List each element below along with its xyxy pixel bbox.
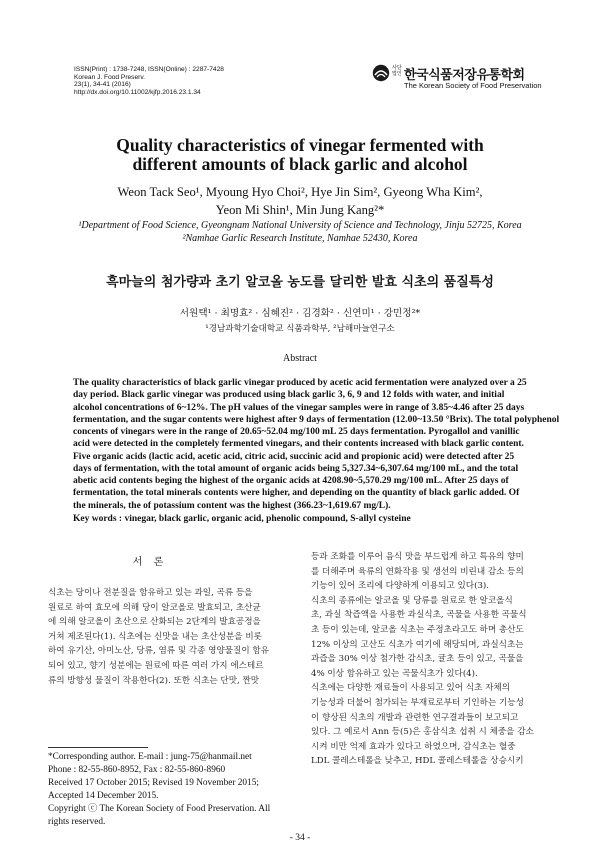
right-column-text: [311, 550, 556, 769]
society-small-label: 사단 법인: [392, 65, 402, 77]
journal-name: Korean J. Food Preserv.: [74, 73, 145, 81]
society-name-en: The Korean Society of Food Preservation: [404, 81, 542, 90]
body-line: 초, 과실 착즙액을 사용한 과실식초, 곡물을 사용한 곡물식: [311, 610, 527, 621]
journal-meta: [74, 66, 294, 96]
body-line: LDL 콜레스테롤을 낮추고, HDL 콜레스테롤을 상승시키: [311, 756, 524, 767]
body-line: 12% 이상의 고산도 식초가 여기에 해당되며, 과실식초는: [311, 639, 524, 650]
paper-title-line: Quality characteristics of vinegar fermented with: [116, 135, 484, 155]
body-line: 기능이 있어 조리에 다양하게 이용되고 있다(3).: [311, 581, 489, 592]
footnote-line: Copyright ⓒ The Korean Society of Food Preservation. All: [48, 804, 271, 814]
footnote-line: rights reserved.: [48, 817, 106, 827]
abstract-heading: Abstract: [283, 353, 317, 364]
society-logo: [372, 64, 552, 94]
author-line: Yeon Mi Shin¹, Min Jung Kang²*: [215, 202, 385, 217]
footnote: [48, 751, 300, 829]
abstract-line: days of fermentation, with the total amount of organic acids being 5,327.34~6,307.64 mg/100 mL, and the total: [73, 463, 519, 474]
keywords: Key words : vinegar, black garlic, organic acid, phenolic compound, S-allyl cysteine: [73, 514, 411, 524]
left-column-text: [48, 586, 300, 688]
body-line: 시켜 비만 억제 효과가 있다고 하였으며, 감식초는 혈중: [311, 741, 516, 752]
body-line: 4% 이상 함유하고 있는 곡물식초가 있다(4).: [311, 668, 478, 679]
society-emblem-icon: [372, 64, 390, 82]
body-line: 과즙을 30% 이상 첨가한 감식초, 귤초 등이 있고, 곡물을: [311, 654, 524, 665]
abstract-line: acid were detected in the completely fermented vinegars, and their contents increased with black garlic content.: [73, 439, 524, 450]
affiliation-line: ²Namhae Garlic Research Institute, Namhae 52430, Korea: [182, 232, 418, 244]
footnote-line: *Corresponding author. E-mail : jung-75@hanmail.net: [48, 752, 252, 762]
body-line: 에 의해 알코올이 초산으로 산화되는 2단계의 발효공정을: [48, 617, 261, 628]
abstract-line: fermentation, and the sugar contents were highest after 9 days of fermentation (12.00~13.50 °Brix). The total polyphenol: [73, 414, 560, 425]
footnote-line: Received 17 October 2015; Revised 19 November 2015;: [48, 778, 259, 788]
body-line: 식초에는 다양한 재료들이 사용되고 있어 식초 자체의: [311, 683, 511, 694]
journal-volume: 23(1), 34-41 (2016): [74, 81, 131, 89]
body-line: 식초의 종류에는 알코올 및 당류를 원료로 한 알코올식: [311, 595, 513, 606]
body-line: 거쳐 제조된다(1). 식초에는 신맛을 내는 초산성분을 비롯: [48, 631, 262, 642]
society-name-ko: 한국식품저장유통학회: [404, 68, 525, 83]
abstract-line: concents of vinegars were in the range of 20.65~52.04 mg/100 mL 25 days fermentation. Pyrogallol and vanillic: [73, 427, 520, 437]
footnote-divider: [48, 747, 148, 748]
abstract-line: alcohol concentrations of 6~12%. The pH values of the vinegar samples were in range of 3.85~4.46 after 25 days: [73, 402, 525, 413]
footnote-line: Accepted 14 December 2015.: [48, 791, 159, 801]
body-line: 초 등이 있는데, 알코올 식초는 주정초라고도 하며 총산도: [311, 624, 524, 635]
affiliation-line: ¹Department of Food Science, Gyeongnam National University of Science and Technology, Jinju 52725, Korea: [78, 220, 522, 231]
korean-title: 흑마늘의 첨가량과 초기 알코올 농도를 달리한 발효 식초의 품질특성: [106, 275, 494, 290]
abstract-line: day period. Black garlic vinegar was produced using black garlic 3, 6, 9 and 12 folds with water, and initial: [73, 390, 505, 401]
body-line: 하여 유기산, 아미노산, 당류, 염류 및 각종 영양물질이 함유: [48, 646, 269, 657]
journal-doi: http://dx.doi.org/10.11002/kjfp.2016.23.1.34: [74, 88, 201, 96]
footnote-line: Phone : 82-55-860-8952, Fax : 82-55-860-8960: [48, 765, 226, 775]
abstract-line: The quality characteristics of black garlic vinegar produced by acetic acid fermentation were analyzed over a 25: [73, 378, 527, 388]
journal-issn: ISSN(Print) : 1738-7248, ISSN(Online) : 2287-7428: [74, 66, 224, 73]
abstract-body: [73, 377, 560, 512]
body-line: 있다. 그 예로서 Ann 등(5)은 홍삼식초 섭취 시 체중을 감소: [311, 727, 534, 738]
paper-title-line: different amounts of black garlic and alcohol: [132, 154, 468, 174]
abstract-line: abetic acid contents beging the highest of the organic acids at 4208.90~5,570.29 mg/100 mL. After 25 days of: [73, 476, 509, 486]
author-list: [60, 184, 540, 219]
body-line: 식초는 당이나 전분질을 함유하고 있는 과일, 곡류 등을: [48, 588, 253, 598]
body-line: 기능성과 더불어 첨가되는 부재료로부터 기인하는 기능성: [311, 697, 524, 708]
body-line: 등과 조화를 이루어 음식 맛을 부드럽게 하고 특유의 향미: [311, 552, 524, 562]
body-line: 되어 있고, 향기 성분에는 원료에 따른 여러 가지 에스테르: [48, 660, 264, 671]
korean-authors: 서원택¹ · 최명효² · 심혜진² · 김경화² · 신연미¹ · 강민정²*: [179, 308, 421, 319]
body-line: 이 향상된 식초의 개발과 관련한 연구결과들이 보고되고: [311, 712, 519, 723]
body-line: 를 더해주며 육류의 연화작용 및 생선의 비린내 감소 등의: [311, 566, 524, 577]
abstract-line: Five organic acids (lactic acid, acetic acid, citric acid, succinic acid and propionic acid) were detected after 25: [73, 451, 515, 462]
korean-affiliation: ¹경남과학기술대학교 식품과학부, ²남해마늘연구소: [205, 324, 395, 334]
page-number: - 34 -: [289, 833, 311, 843]
abstract-line: the minerals, the of potassium content was the highest (366.23~1,619.67 mg/L).: [73, 500, 391, 511]
body-line: 원료로 하여 효모에 의해 당이 알코올로 발효되고, 초산균: [48, 602, 261, 613]
author-line: Weon Tack Seo¹, Myoung Hyo Choi², Hye Jin Sim², Gyeong Wha Kim²,: [117, 185, 483, 199]
abstract-line: fermentation, the total minerals contents were higher, and depending on the quantity of black garlic added. Of: [73, 488, 520, 499]
body-line: 류의 방향성 물질이 작용한다(2). 또한 식초는 단맛, 짠맛: [48, 675, 260, 686]
paper-title: [60, 136, 540, 174]
affiliations: [60, 220, 540, 245]
section-heading-introduction: 서 론: [132, 557, 168, 568]
